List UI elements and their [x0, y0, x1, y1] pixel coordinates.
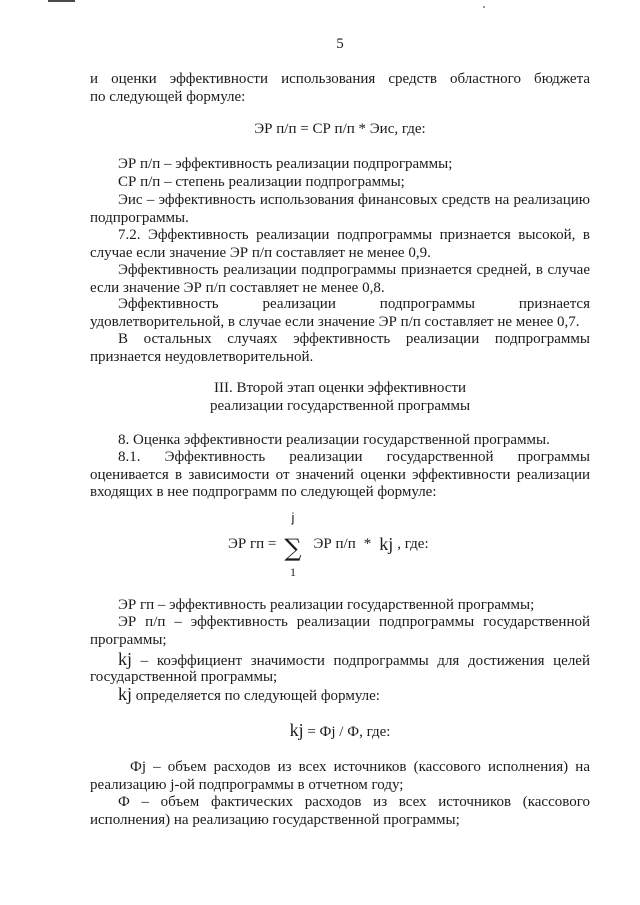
- heading-line: реализации государственной программы: [209, 397, 471, 414]
- text-line: реализацию j-ой подпрограммы в отчетном году;: [90, 776, 404, 793]
- text-line: Ф – объем фактических расходов из всех источников (кассового: [118, 794, 590, 810]
- definition-f: [90, 794, 590, 829]
- text-line: удовлетворительной, в случае если значение ЭР п/п составляет не менее 0,7.: [90, 313, 580, 330]
- text-line: программы;: [90, 631, 167, 648]
- summation: [284, 511, 301, 579]
- text-line: [90, 651, 590, 669]
- text-line: ЭР п/п – эффективность реализации подпрограммы государственной: [118, 614, 590, 630]
- definition-er-pp-program: [90, 614, 590, 649]
- heading-line: III. Второй этап оценки эффективности: [213, 380, 467, 396]
- text-fragment: – коэффициент значимости подпрограммы для достижения целей: [140, 653, 590, 669]
- coefficient-symbol: kj: [379, 534, 394, 555]
- text-line: подпрограммы.: [90, 209, 189, 226]
- kj-symbol: kj: [118, 684, 133, 704]
- text-line: входящих в нее подпрограмм по следующей формуле:: [90, 484, 437, 500]
- clause-8-1: [90, 449, 590, 502]
- intro-paragraph: [90, 71, 590, 106]
- kj-symbol: kj: [118, 649, 133, 669]
- text-line: 8.1. Эффективность реализации государственной программы: [118, 449, 590, 465]
- scan-artifact-mark: [48, 0, 75, 2]
- text-line: 7.2. Эффективность реализации подпрограммы признается высокой, в: [118, 227, 590, 243]
- text-line: если значение ЭР п/п составляет не менее 0,8.: [90, 279, 385, 296]
- page-number: 5: [336, 36, 344, 52]
- text-line: Фj – объем расходов из всех источников (кассового исполнения) на: [130, 759, 590, 775]
- formula-kj: [90, 722, 590, 742]
- section-heading: [90, 380, 590, 415]
- text-line: исполнения) на реализацию государственной программы;: [90, 811, 460, 828]
- sum-lower-limit: 1: [289, 565, 296, 579]
- text-line: оценивается в зависимости от значений оценки эффективности реализации: [90, 466, 590, 483]
- sigma-symbol: ∑: [284, 534, 302, 562]
- formula-subprogram-efficiency: ЭР п/п = СР п/п * Эис, где:: [254, 121, 426, 137]
- text-line: и оценки эффективности использования средств областного бюджета: [90, 71, 590, 87]
- formula-rhs: = Фj / Ф, где:: [307, 724, 391, 740]
- text-line: по следующей формуле:: [90, 88, 246, 105]
- definition-eis: [90, 192, 590, 227]
- kj-intro: [90, 686, 590, 704]
- definition-fj: [90, 759, 590, 794]
- definition-er-pp: ЭР п/п – эффективность реализации подпрограммы;: [118, 156, 453, 172]
- definition-er-gp: ЭР гп – эффективность реализации государственной программы;: [118, 597, 535, 613]
- formula-program-efficiency: [228, 507, 429, 583]
- clause-7-2: [90, 227, 590, 262]
- text-line: государственной программы;: [90, 668, 278, 685]
- text-line: Эис – эффективность использования финансовых средств на реализацию: [118, 192, 590, 208]
- average-efficiency-rule: [90, 262, 590, 297]
- multiply-operator: *: [363, 536, 372, 553]
- kj-symbol: kj: [289, 720, 304, 740]
- formula-term: ЭР п/п: [313, 536, 356, 553]
- text-fragment: определяется по следующей формуле:: [135, 688, 380, 704]
- text-line: Эффективность реализации подпрограммы признается средней, в случае: [118, 262, 590, 278]
- definition-kj: [90, 651, 590, 686]
- sum-upper-limit: j: [291, 510, 295, 525]
- text-line: В остальных случаях эффективность реализации подпрограммы: [118, 331, 590, 347]
- formula-tail: , где:: [397, 536, 429, 553]
- text-line: случае если значение ЭР п/п составляет не менее 0,9.: [90, 244, 431, 261]
- formula-lhs: ЭР гп =: [228, 536, 277, 553]
- other-cases-rule: [90, 331, 590, 366]
- clause-8: 8. Оценка эффективности реализации государственной программы.: [118, 432, 550, 448]
- satisfactory-efficiency-rule: [90, 296, 590, 331]
- text-line: Эффективность реализации подпрограммы признается: [118, 296, 590, 312]
- text-line: признается неудовлетворительной.: [90, 348, 314, 365]
- definition-sr-pp: СР п/п – степень реализации подпрограммы;: [118, 174, 405, 190]
- scan-artifact-dot: [483, 6, 485, 8]
